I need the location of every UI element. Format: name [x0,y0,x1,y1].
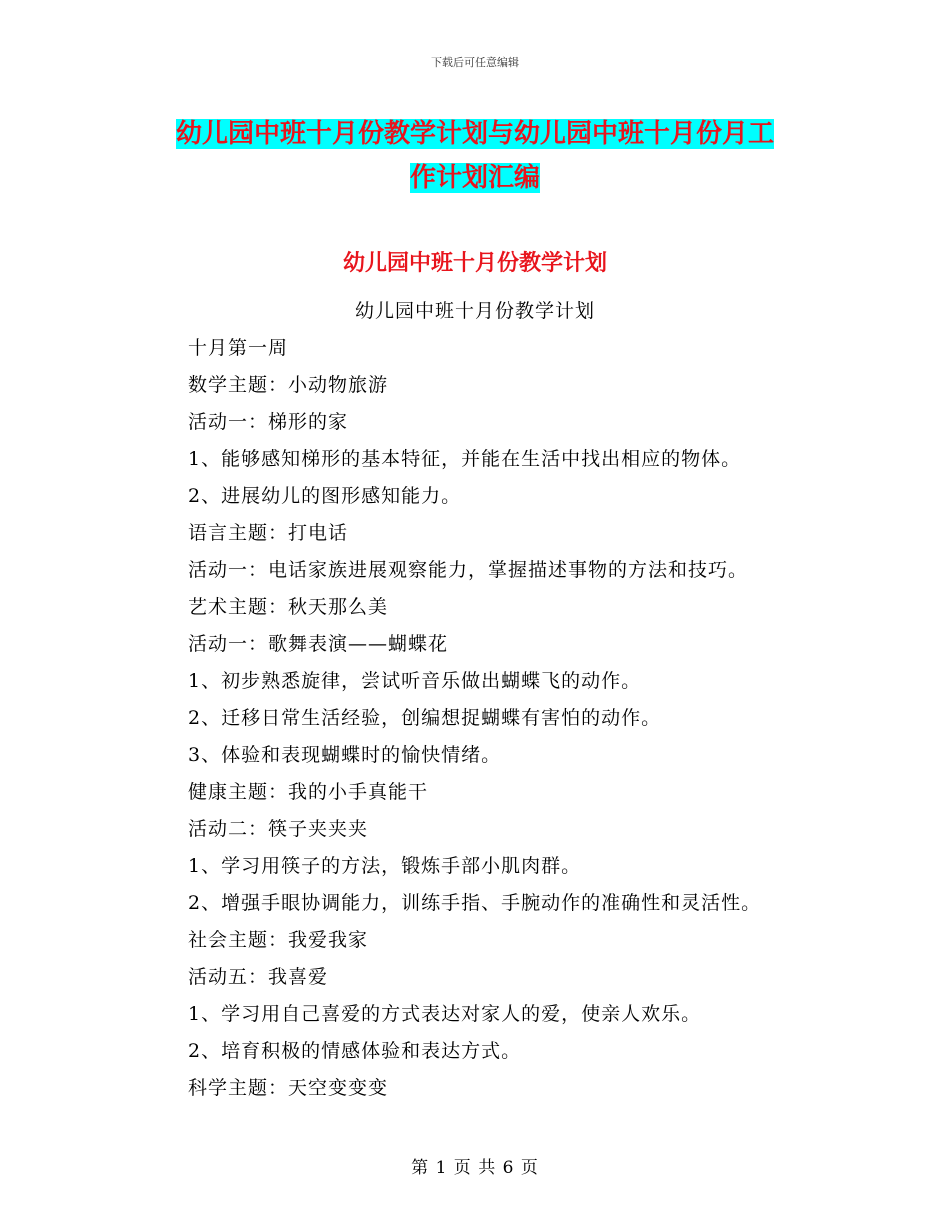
body-line: 3、体验和表现蝴蝶时的愉快情绪。 [188,744,502,766]
document-title-line-1: 幼儿园中班十月份教学计划与幼儿园中班十月份月工 [175,119,774,149]
body-line: 活动二：筷子夹夹夹 [188,818,369,840]
body-line: 十月第一周 [188,337,289,359]
document-title-line-2: 作计划汇编 [409,163,540,193]
body-line: 艺术主题：秋天那么美 [188,596,389,618]
body-line: 语言主题：打电话 [188,522,349,544]
body-line: 2、迁移日常生活经验，创编想捉蝴蝶有害怕的动作。 [188,707,662,729]
body-line: 健康主题：我的小手真能干 [188,781,429,803]
body-text [188,330,868,1107]
body-line: 1、学习用筷子的方法，锻炼手部小肌肉群。 [188,855,582,877]
body-line: 活动一：歌舞表演——蝴蝶花 [188,633,449,655]
body-line: 社会主题：我爱我家 [188,929,369,951]
body-line: 活动一：梯形的家 [188,411,349,433]
body-line: 1、初步熟悉旋律，尝试听音乐做出蝴蝶飞的动作。 [188,670,642,692]
body-line: 1、能够感知梯形的基本特征，并能在生活中找出相应的物体。 [188,448,742,470]
body-line: 2、进展幼儿的图形感知能力。 [188,485,462,507]
body-line: 1、学习用自己喜爱的方式表达对家人的爱，使亲人欢乐。 [188,1003,702,1025]
body-line: 2、培育积极的情感体验和表达方式。 [188,1040,522,1062]
body-line: 活动五：我喜爱 [188,966,329,988]
section-subtitle: 幼儿园中班十月份教学计划 [354,300,595,322]
body-line: 2、增强手眼协调能力，训练手指、手腕动作的准确性和灵活性。 [188,892,762,914]
section-heading: 幼儿园中班十月份教学计划 [342,251,607,276]
header-note: 下载后可任意编辑 [431,56,519,69]
body-line: 活动一：电话家族进展观察能力，掌握描述事物的方法和技巧。 [188,559,749,581]
document-title [150,112,800,200]
body-line: 数学主题：小动物旅游 [188,374,389,396]
body-line: 科学主题：天空变变变 [188,1077,389,1099]
page-number-footer: 第 1 页 共 6 页 [411,1158,539,1178]
